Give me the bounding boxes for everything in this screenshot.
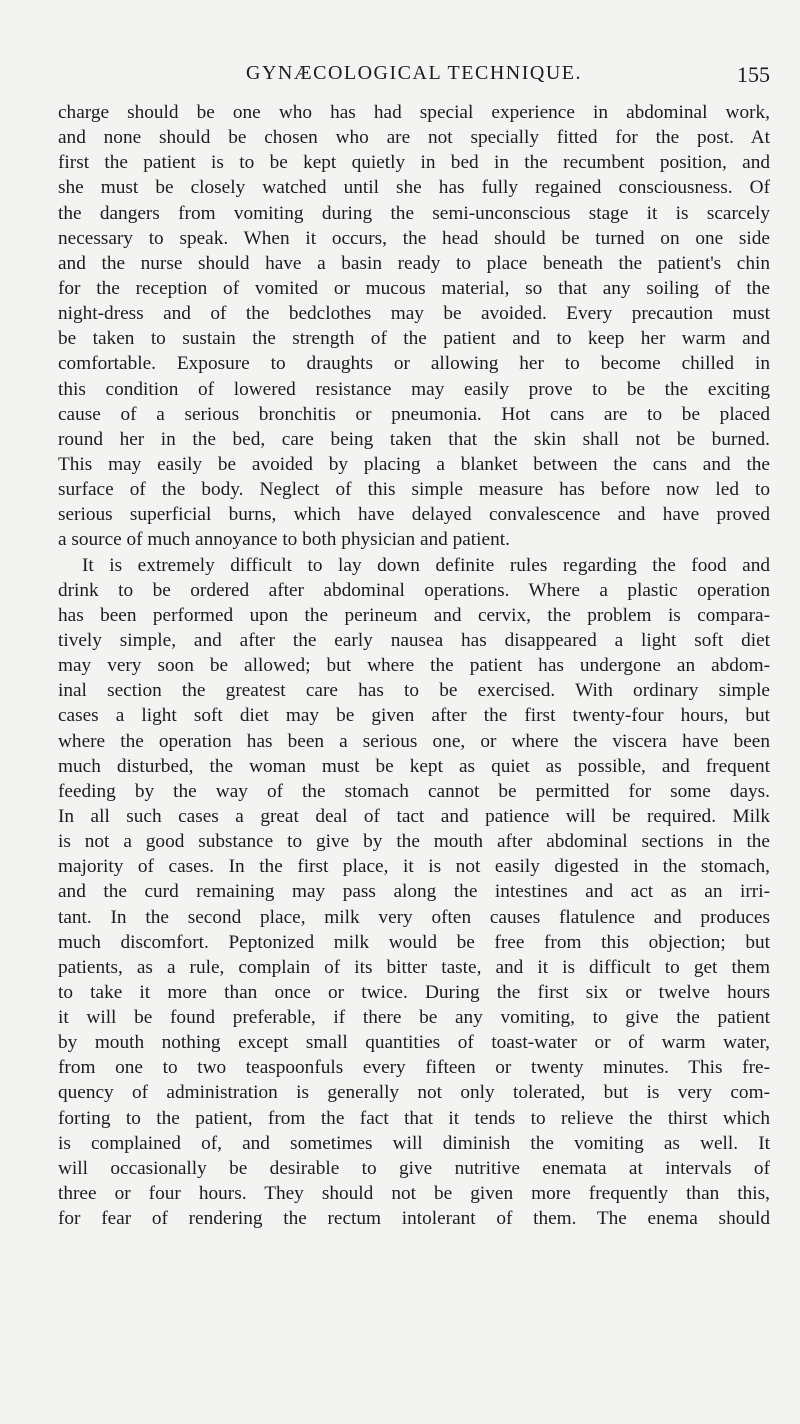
- text-line: charge should be one who has had special experience in abdominal work,: [58, 102, 770, 123]
- text-line: and the curd remaining may pass along the intestines and act as an irri-: [58, 881, 770, 903]
- text-line: has been performed upon the perineum and cervix, the problem is compara-: [58, 604, 770, 626]
- text-line: it will be found preferable, if there be any vomiting, to give the patient: [58, 1007, 770, 1029]
- text-line: forting to the patient, from the fact that it tends to relieve the thirst which: [58, 1107, 770, 1129]
- text-line: where the operation has been a serious one, or where the viscera have been: [58, 730, 770, 752]
- text-line: surface of the body. Neglect of this simple measure has before now led to: [58, 479, 770, 501]
- running-head: [58, 62, 770, 92]
- text-line: cause of a serious bronchitis or pneumonia. Hot cans are to be placed: [58, 403, 770, 425]
- running-title: GYNÆCOLOGICAL TECHNIQUE.: [246, 62, 582, 84]
- text-line: In all such cases a great deal of tact and patience will be required. Milk: [58, 805, 770, 827]
- text-line: for the reception of vomited or mucous material, so that any soiling of the: [58, 277, 770, 299]
- text-line: patients, as a rule, complain of its bitter taste, and it is difficult to get them: [58, 956, 770, 978]
- text-line: inal section the greatest care has to be exercised. With ordinary simple: [58, 680, 770, 702]
- text-line: is complained of, and sometimes will diminish the vomiting as well. It: [58, 1132, 770, 1154]
- text-line: she must be closely watched until she has fully regained consciousness. Of: [58, 177, 770, 199]
- text-line: is not a good substance to give by the mouth after abdominal sections in the: [58, 831, 770, 853]
- text-line: three or four hours. They should not be given more frequently than this,: [58, 1183, 770, 1205]
- text-line: the dangers from vomiting during the semi-unconscious stage it is scarcely: [58, 202, 770, 224]
- text-line: much disturbed, the woman must be kept as quiet as possible, and frequent: [58, 755, 770, 777]
- text-line: feeding by the way of the stomach cannot be permitted for some days.: [58, 780, 770, 802]
- text-line: a source of much annoyance to both physician and patient.: [58, 529, 510, 551]
- text-line: quency of administration is generally not only tolerated, but is very com-: [58, 1082, 770, 1104]
- text-line: to take it more than once or twice. During the first six or twelve hours: [58, 981, 770, 1003]
- text-line: majority of cases. In the first place, it is not easily digested in the stomach,: [58, 856, 770, 878]
- text-line: this condition of lowered resistance may easily prove to be the exciting: [58, 378, 770, 400]
- text-line: round her in the bed, care being taken that the skin shall not be burned.: [58, 428, 770, 450]
- text-line: drink to be ordered after abdominal operations. Where a plastic operation: [58, 579, 770, 601]
- text-line: comfortable. Exposure to draughts or allowing her to become chilled in: [58, 353, 770, 375]
- text-line: tively simple, and after the early nausea has disappeared a light soft diet: [58, 629, 770, 651]
- page-number: 155: [737, 62, 770, 87]
- text-line: This may easily be avoided by placing a blanket between the cans and the: [58, 453, 770, 475]
- text-line: much discomfort. Peptonized milk would be free from this objection; but: [58, 931, 770, 953]
- text-line: cases a light soft diet may be given after the first twenty-four hours, but: [58, 705, 770, 727]
- text-line: first the patient is to be kept quietly in bed in the recumbent position, and: [58, 152, 770, 174]
- text-line: may very soon be allowed; but where the patient has undergone an abdom-: [58, 655, 770, 677]
- text-line: will occasionally be desirable to give nutritive enemata at intervals of: [58, 1157, 770, 1179]
- text-line: It is extremely difficult to lay down definite rules regarding the food and: [82, 554, 770, 576]
- text-line: and the nurse should have a basin ready to place beneath the patient's chin: [58, 252, 770, 274]
- text-line: and none should be chosen who are not specially fitted for the post. At: [58, 127, 770, 149]
- text-line: tant. In the second place, milk very often causes flatulence and produces: [58, 906, 770, 928]
- text-line: serious superficial burns, which have delayed convalescence and have proved: [58, 504, 770, 526]
- text-line: from one to two teaspoonfuls every fifteen or twenty minutes. This fre-: [58, 1057, 770, 1079]
- text-line: by mouth nothing except small quantities of toast-water or of warm water,: [58, 1032, 770, 1054]
- text-line: be taken to sustain the strength of the patient and to keep her warm and: [58, 328, 770, 350]
- text-line: for fear of rendering the rectum intolerant of them. The enema should: [58, 1208, 770, 1230]
- text-line: necessary to speak. When it occurs, the head should be turned on one side: [58, 227, 770, 249]
- body-text: [58, 100, 770, 1231]
- text-line: night-dress and of the bedclothes may be avoided. Every precaution must: [58, 303, 770, 325]
